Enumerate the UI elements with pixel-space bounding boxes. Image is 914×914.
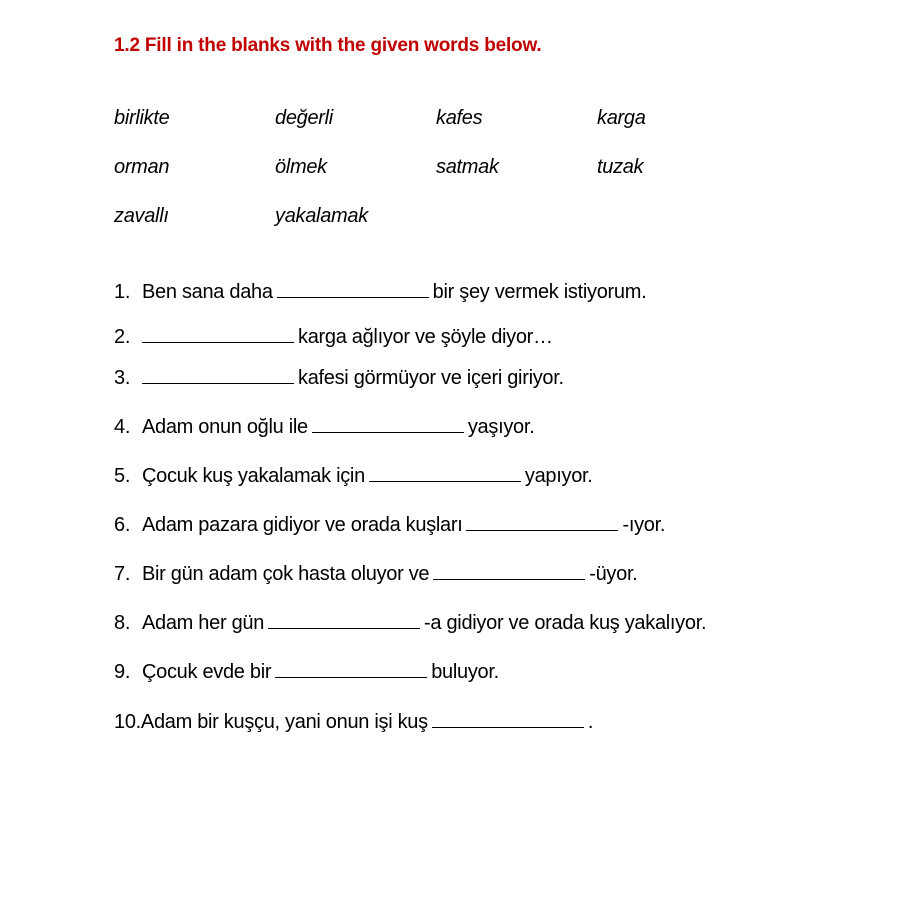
question-text-after: yaşıyor. — [467, 416, 535, 438]
question-number: 10. — [114, 711, 141, 733]
question-text-after: -a gidiyor ve orada kuş yakalıyor. — [424, 612, 707, 634]
question-number: 4. — [114, 416, 131, 438]
question-7 — [114, 563, 637, 586]
question-text-after: . — [587, 711, 594, 733]
exercise-title: 1.2 Fill in the blanks with the given words below. — [114, 35, 542, 56]
answer-blank[interactable] — [432, 726, 584, 728]
word-bank-item: zavallı — [114, 205, 169, 227]
question-text-after: bir şey vermek istiyorum. — [432, 281, 647, 303]
question-text-after: -ıyor. — [622, 514, 666, 536]
answer-blank[interactable] — [433, 578, 585, 580]
question-number: 6. — [114, 514, 131, 536]
question-text-before: Bir gün adam çok hasta oluyor ve — [142, 563, 430, 585]
answer-blank[interactable] — [312, 431, 464, 433]
question-text-before: Adam her gün — [142, 612, 265, 634]
answer-blank[interactable] — [277, 296, 429, 298]
question-text-before: Çocuk evde bir — [142, 661, 272, 683]
word-bank-item: kafes — [436, 107, 483, 129]
word-bank-item: yakalamak — [275, 205, 368, 227]
answer-blank[interactable] — [142, 382, 294, 384]
question-6 — [114, 514, 665, 537]
word-bank-item: satmak — [436, 156, 499, 178]
question-number: 5. — [114, 465, 131, 487]
question-text-after: kafesi görmüyor ve içeri giriyor. — [298, 367, 564, 389]
question-text-before: Ben sana daha — [142, 281, 273, 303]
question-number: 1. — [114, 281, 131, 303]
question-number: 3. — [114, 367, 131, 389]
question-text-before: Adam bir kuşçu, yani onun işi kuş — [140, 711, 428, 733]
question-4 — [114, 416, 534, 439]
question-text-before: Çocuk kuş yakalamak için — [142, 465, 365, 487]
answer-blank[interactable] — [466, 529, 618, 531]
question-number: 8. — [114, 612, 131, 634]
word-bank-item: karga — [597, 107, 646, 129]
answer-blank[interactable] — [275, 676, 427, 678]
question-8 — [114, 612, 706, 635]
question-text-before: Adam onun oğlu ile — [142, 416, 308, 438]
answer-blank[interactable] — [369, 480, 521, 482]
question-9 — [114, 661, 499, 684]
question-10 — [114, 711, 593, 734]
question-5 — [114, 465, 593, 488]
question-1 — [114, 281, 646, 304]
question-number: 7. — [114, 563, 131, 585]
answer-blank[interactable] — [268, 627, 420, 629]
word-bank-item: orman — [114, 156, 170, 178]
question-text-after: -üyor. — [589, 563, 638, 585]
word-bank-item: tuzak — [597, 156, 644, 178]
word-bank-item: ölmek — [275, 156, 327, 178]
answer-blank[interactable] — [142, 341, 294, 343]
question-number: 9. — [114, 661, 131, 683]
word-bank-item: birlikte — [114, 107, 170, 129]
question-text-before: Adam pazara gidiyor ve orada kuşları — [142, 514, 463, 536]
question-text-after: yapıyor. — [524, 465, 593, 487]
question-number: 2. — [114, 326, 131, 348]
question-text-after: buluyor. — [431, 661, 499, 683]
word-bank-item: değerli — [275, 107, 333, 129]
question-3 — [114, 367, 564, 390]
question-text-after: karga ağlıyor ve şöyle diyor… — [298, 326, 553, 348]
question-2 — [114, 326, 553, 349]
